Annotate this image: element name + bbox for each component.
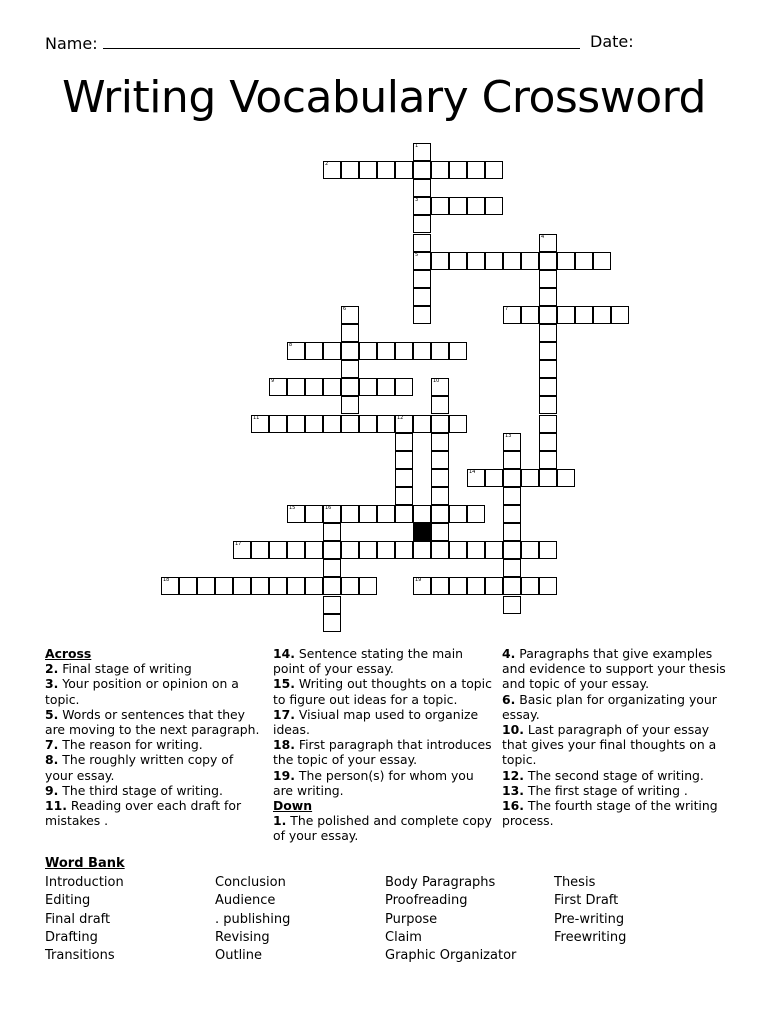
crossword-cell[interactable]: [431, 161, 449, 179]
across-clue: [45, 798, 260, 828]
clue-text: The person(s) for whom you are writing.: [273, 767, 474, 798]
across-clue: [45, 737, 260, 752]
word-bank-item: Transitions: [45, 948, 115, 964]
crossword-cell[interactable]: [323, 505, 341, 523]
clue-text: Writing out thoughts on a topic to figure out ideas for a topic.: [273, 676, 492, 707]
crossword-cell[interactable]: [395, 541, 413, 559]
crossword-cell[interactable]: [377, 378, 395, 396]
down-clue: [273, 813, 493, 843]
crossword-cell[interactable]: [431, 252, 449, 270]
crossword-cell[interactable]: [431, 197, 449, 215]
crossword-cell[interactable]: [359, 541, 377, 559]
crossword-cell[interactable]: [341, 577, 359, 595]
crossword-cell[interactable]: [557, 306, 575, 324]
crossword-cell[interactable]: [323, 541, 341, 559]
crossword-cell[interactable]: [431, 523, 449, 541]
clue-number: 5: [415, 251, 419, 258]
clue-text: Basic plan for organizating your essay.: [502, 691, 717, 722]
clue-number-label: 11.: [45, 798, 67, 814]
crossword-cell[interactable]: [503, 559, 521, 577]
crossword-cell[interactable]: [521, 252, 539, 270]
name-label: Name:: [45, 34, 98, 53]
across-clue: [273, 737, 493, 767]
crossword-cell[interactable]: [305, 505, 323, 523]
word-bank-item: Thesis: [554, 875, 596, 890]
word-bank-item: Pre-writing: [554, 911, 625, 927]
crossword-cell[interactable]: [341, 378, 359, 396]
crossword-cell[interactable]: [413, 288, 431, 306]
name-field: [45, 32, 580, 53]
clue-text: The third stage of writing.: [58, 782, 223, 798]
crossword-cell[interactable]: [413, 306, 431, 324]
clue-number-label: 12.: [502, 767, 524, 783]
crossword-cell[interactable]: [557, 252, 575, 270]
crossword-cell[interactable]: [575, 252, 593, 270]
clue-number: 4: [541, 233, 545, 240]
clue-number-label: 3.: [45, 676, 59, 692]
clue-text: The reason for writing.: [58, 737, 203, 753]
crossword-cell[interactable]: [413, 270, 431, 288]
crossword-cell[interactable]: [449, 161, 467, 179]
crossword-cell[interactable]: [341, 342, 359, 360]
crossword-cell[interactable]: [485, 577, 503, 595]
clue-number: 16: [325, 505, 332, 511]
clue-number: 9: [271, 378, 275, 385]
clue-number-label: 2.: [45, 661, 59, 677]
crossword-cell[interactable]: [413, 252, 431, 270]
crossword-cell[interactable]: [467, 577, 485, 595]
crossword-cell[interactable]: [341, 306, 359, 324]
crossword-cell[interactable]: [395, 342, 413, 360]
word-bank-item: Outline: [215, 948, 263, 964]
clue-number-label: 17.: [273, 706, 295, 722]
crossword-cell[interactable]: [431, 505, 449, 523]
down-clue: [502, 798, 727, 828]
crossword-cell[interactable]: [233, 541, 251, 559]
crossword-cell[interactable]: [431, 378, 449, 396]
crossword-cell[interactable]: [359, 577, 377, 595]
black-cell: [413, 523, 431, 541]
crossword-cell[interactable]: [413, 143, 431, 161]
down-clue: [502, 768, 727, 783]
clue-text: Final stage of writing: [58, 661, 192, 677]
crossword-cell[interactable]: [503, 577, 521, 595]
crossword-cell[interactable]: [359, 342, 377, 360]
crossword-cell[interactable]: [305, 577, 323, 595]
crossword-cell[interactable]: [323, 596, 341, 614]
crossword-cell[interactable]: [287, 378, 305, 396]
clue-number-label: 9.: [45, 782, 59, 798]
crossword-cell[interactable]: [539, 433, 557, 451]
crossword-cell[interactable]: [395, 451, 413, 469]
crossword-cell[interactable]: [431, 415, 449, 433]
crossword-cell[interactable]: [341, 161, 359, 179]
crossword-cell[interactable]: [539, 378, 557, 396]
clue-text: The fourth stage of the writing process.: [502, 798, 718, 829]
crossword-cell[interactable]: [395, 505, 413, 523]
word-bank-item: First Draft: [554, 893, 619, 909]
crossword-cell[interactable]: [287, 415, 305, 433]
clue-number: 14: [469, 468, 476, 475]
clue-number: 1: [415, 143, 419, 149]
clues-column-1: [45, 646, 260, 828]
crossword-cell[interactable]: [539, 469, 557, 487]
crossword-cell[interactable]: [503, 306, 521, 324]
crossword-cell[interactable]: [593, 252, 611, 270]
crossword-cell[interactable]: [197, 577, 215, 595]
clue-text: Your position or opinion on a topic.: [45, 676, 239, 707]
across-clue: [45, 676, 260, 706]
word-bank-column: [554, 874, 626, 947]
clue-text: The second stage of writing.: [523, 767, 704, 783]
crossword-cell[interactable]: [395, 378, 413, 396]
crossword-cell[interactable]: [431, 396, 449, 414]
crossword-cell[interactable]: [467, 469, 485, 487]
crossword-cell[interactable]: [287, 541, 305, 559]
crossword-cell[interactable]: [305, 378, 323, 396]
crossword-cell[interactable]: [269, 541, 287, 559]
crossword-cell[interactable]: [413, 577, 431, 595]
clue-number: 6: [343, 305, 347, 312]
word-bank-item: Purpose: [385, 911, 438, 927]
clue-number: 3: [415, 197, 419, 204]
name-blank[interactable]: [103, 32, 580, 49]
across-heading: Across: [45, 646, 92, 661]
crossword-cell[interactable]: [287, 577, 305, 595]
word-bank-item: Drafting: [45, 929, 98, 945]
crossword-cell[interactable]: [269, 577, 287, 595]
crossword-cell[interactable]: [341, 505, 359, 523]
crossword-cell[interactable]: [431, 451, 449, 469]
across-clue: [273, 646, 493, 676]
clue-text: Paragraphs that give examples and evidence to support your thesis and topic of your essay.: [502, 646, 726, 692]
word-bank-title: Word Bank: [45, 856, 125, 871]
crossword-cell[interactable]: [449, 415, 467, 433]
crossword-cell[interactable]: [377, 415, 395, 433]
crossword-cell[interactable]: [413, 197, 431, 215]
crossword-cell[interactable]: [413, 161, 431, 179]
crossword-cell[interactable]: [575, 306, 593, 324]
crossword-cell[interactable]: [449, 541, 467, 559]
date-label: Date:: [590, 32, 634, 51]
crossword-cell[interactable]: [341, 415, 359, 433]
clue-number-label: 5.: [45, 706, 59, 722]
crossword-cell[interactable]: [215, 577, 233, 595]
clue-number: 8: [289, 342, 293, 349]
crossword-cell[interactable]: [377, 541, 395, 559]
crossword-cell[interactable]: [413, 541, 431, 559]
crossword-cell[interactable]: [521, 306, 539, 324]
clue-number: 13: [505, 432, 512, 439]
clue-number: 17: [235, 541, 242, 548]
crossword-cell[interactable]: [485, 252, 503, 270]
clue-number-label: 10.: [502, 722, 524, 738]
crossword-cell[interactable]: [287, 342, 305, 360]
crossword-cell[interactable]: [467, 541, 485, 559]
crossword-cell[interactable]: [521, 577, 539, 595]
clue-text: Sentence stating the main point of your essay.: [273, 646, 464, 677]
down-clue: [502, 692, 727, 722]
clue-number-label: 6.: [502, 691, 516, 707]
word-bank-item: Conclusion: [215, 875, 286, 890]
word-bank-item: Body Paragraphs: [385, 875, 496, 890]
down-clue: [502, 646, 727, 692]
crossword-cell[interactable]: [251, 415, 269, 433]
crossword-cell[interactable]: [539, 324, 557, 342]
crossword-cell[interactable]: [503, 523, 521, 541]
clues-column-3: [502, 646, 727, 828]
across-clue: [273, 707, 493, 737]
crossword-cell[interactable]: [161, 577, 179, 595]
clue-number-label: 13.: [502, 782, 524, 798]
crossword-cell[interactable]: [413, 234, 431, 252]
clue-number-label: 19.: [273, 767, 295, 783]
across-clue: [45, 783, 260, 798]
clue-text: Visiual map used to organize ideas.: [273, 706, 479, 738]
crossword-cell[interactable]: [359, 378, 377, 396]
crossword-cell[interactable]: [395, 487, 413, 505]
clue-number: 15: [289, 505, 296, 511]
crossword-cell[interactable]: [431, 469, 449, 487]
crossword-cell[interactable]: [359, 505, 377, 523]
crossword-cell[interactable]: [503, 252, 521, 270]
clue-number: 10: [433, 378, 440, 385]
word-bank-item: Final draft: [45, 911, 111, 927]
page-title: Writing Vocabulary Crossword: [62, 72, 706, 123]
clue-number-label: 8.: [45, 752, 59, 768]
across-clue: [45, 752, 260, 782]
crossword-cell[interactable]: [323, 161, 341, 179]
clue-text: Last paragraph of your essay that gives your final thoughts on a topic.: [502, 722, 717, 768]
word-bank-item: Editing: [45, 893, 91, 909]
clue-number-label: 14.: [273, 646, 295, 661]
across-clue: [45, 707, 260, 737]
crossword-cell[interactable]: [503, 596, 521, 614]
clue-number-label: 16.: [502, 798, 524, 814]
crossword-cell[interactable]: [413, 215, 431, 233]
clue-number-label: 7.: [45, 737, 59, 753]
word-bank-item: Introduction: [45, 875, 124, 890]
crossword-cell[interactable]: [431, 487, 449, 505]
crossword-cell[interactable]: [485, 541, 503, 559]
crossword-cell[interactable]: [413, 342, 431, 360]
crossword-cell[interactable]: [503, 541, 521, 559]
crossword-cell[interactable]: [467, 161, 485, 179]
crossword-cell[interactable]: [377, 342, 395, 360]
crossword-cell[interactable]: [431, 342, 449, 360]
crossword-cell[interactable]: [539, 306, 557, 324]
clues-column-2: [273, 646, 493, 844]
crossword-cell[interactable]: [395, 469, 413, 487]
word-bank-item: Audience: [215, 893, 276, 909]
word-bank-column: [385, 874, 516, 965]
crossword-cell[interactable]: [449, 342, 467, 360]
crossword-cell[interactable]: [341, 324, 359, 342]
clue-text: Reading over each draft for mistakes .: [45, 798, 242, 829]
crossword-cell[interactable]: [323, 559, 341, 577]
clue-number: 18: [163, 577, 170, 584]
crossword-cell[interactable]: [323, 614, 341, 632]
crossword-cell[interactable]: [323, 577, 341, 595]
crossword-cell[interactable]: [557, 469, 575, 487]
crossword-cell[interactable]: [305, 342, 323, 360]
crossword-cell[interactable]: [251, 541, 269, 559]
clue-text: First paragraph that introduces the topic of your essay.: [273, 737, 492, 768]
crossword-cell[interactable]: [287, 505, 305, 523]
crossword-cell[interactable]: [431, 577, 449, 595]
clue-number-label: 4.: [502, 646, 516, 661]
crossword-cell[interactable]: [269, 378, 287, 396]
clue-number: 2: [325, 161, 329, 168]
crossword-cell[interactable]: [395, 161, 413, 179]
crossword-cell[interactable]: [305, 541, 323, 559]
crossword-cell[interactable]: [395, 415, 413, 433]
crossword-cell[interactable]: [539, 342, 557, 360]
across-clue: [273, 676, 493, 706]
crossword-cell[interactable]: [539, 360, 557, 378]
crossword-cell[interactable]: [467, 197, 485, 215]
crossword-cell[interactable]: [539, 270, 557, 288]
crossword-cell[interactable]: [503, 505, 521, 523]
crossword-cell[interactable]: [359, 161, 377, 179]
crossword-cell[interactable]: [413, 415, 431, 433]
crossword-cell[interactable]: [539, 541, 557, 559]
clue-text: The first stage of writing .: [523, 782, 688, 798]
crossword-cell[interactable]: [539, 252, 557, 270]
crossword-cell[interactable]: [449, 577, 467, 595]
crossword-cell[interactable]: [323, 523, 341, 541]
crossword-cell[interactable]: [485, 197, 503, 215]
crossword-cell[interactable]: [341, 360, 359, 378]
clue-number: 11: [253, 414, 260, 421]
clue-number-label: 1.: [273, 813, 287, 829]
crossword-cell[interactable]: [503, 469, 521, 487]
crossword-cell[interactable]: [539, 396, 557, 414]
crossword-cell[interactable]: [269, 415, 287, 433]
crossword-cell[interactable]: [485, 161, 503, 179]
clue-number: 12: [397, 414, 404, 421]
crossword-cell[interactable]: [233, 577, 251, 595]
down-clue: [502, 722, 727, 768]
clue-number: 7: [505, 305, 509, 312]
crossword-cell[interactable]: [467, 252, 485, 270]
crossword-cell[interactable]: [449, 505, 467, 523]
crossword-cell[interactable]: [431, 541, 449, 559]
word-bank-item: Freewriting: [554, 929, 627, 945]
crossword-cell[interactable]: [251, 577, 269, 595]
word-bank-item: Claim: [385, 929, 422, 945]
date-field: [590, 32, 634, 51]
crossword-cell[interactable]: [593, 306, 611, 324]
crossword-cell[interactable]: [305, 415, 323, 433]
crossword-cell[interactable]: [503, 487, 521, 505]
clue-text: Words or sentences that they are moving to the next paragraph.: [45, 706, 260, 738]
crossword-cell[interactable]: [539, 451, 557, 469]
crossword-cell[interactable]: [467, 505, 485, 523]
crossword-cell[interactable]: [377, 505, 395, 523]
word-bank-item: Graphic Organizator: [385, 948, 517, 964]
clue-number-label: 18.: [273, 737, 295, 753]
clue-number-label: 15.: [273, 676, 295, 692]
crossword-cell[interactable]: [413, 179, 431, 197]
clue-text: The roughly written copy of your essay.: [45, 752, 234, 783]
crossword-cell[interactable]: [359, 415, 377, 433]
crossword-cell[interactable]: [449, 197, 467, 215]
crossword-cell[interactable]: [539, 288, 557, 306]
down-clue: [502, 783, 727, 798]
crossword-cell[interactable]: [539, 234, 557, 252]
crossword-cell[interactable]: [449, 252, 467, 270]
crossword-cell[interactable]: [323, 415, 341, 433]
crossword-cell[interactable]: [521, 469, 539, 487]
crossword-cell[interactable]: [539, 415, 557, 433]
crossword-cell[interactable]: [341, 541, 359, 559]
across-clue: [273, 768, 493, 798]
word-bank-column: [215, 874, 290, 965]
crossword-cell[interactable]: [413, 505, 431, 523]
word-bank-item: Proofreading: [385, 893, 468, 909]
crossword-cell[interactable]: [485, 469, 503, 487]
crossword-cell[interactable]: [431, 433, 449, 451]
word-bank-item: . publishing: [215, 911, 291, 927]
crossword-cell[interactable]: [323, 342, 341, 360]
across-clue: [45, 661, 260, 676]
down-heading: Down: [273, 798, 313, 814]
crossword-cell[interactable]: [341, 396, 359, 414]
crossword-cell[interactable]: [179, 577, 197, 595]
crossword-cell[interactable]: [521, 541, 539, 559]
crossword-cell[interactable]: [503, 433, 521, 451]
clue-number: 19: [415, 577, 422, 584]
crossword-cell[interactable]: [611, 306, 629, 324]
crossword-cell[interactable]: [539, 577, 557, 595]
word-bank-column: [45, 874, 124, 965]
crossword-cell[interactable]: [503, 451, 521, 469]
crossword-cell[interactable]: [395, 433, 413, 451]
word-bank-item: Revising: [215, 929, 270, 945]
crossword-cell[interactable]: [323, 378, 341, 396]
crossword-cell[interactable]: [377, 161, 395, 179]
clue-text: The polished and complete copy of your essay.: [273, 813, 492, 844]
